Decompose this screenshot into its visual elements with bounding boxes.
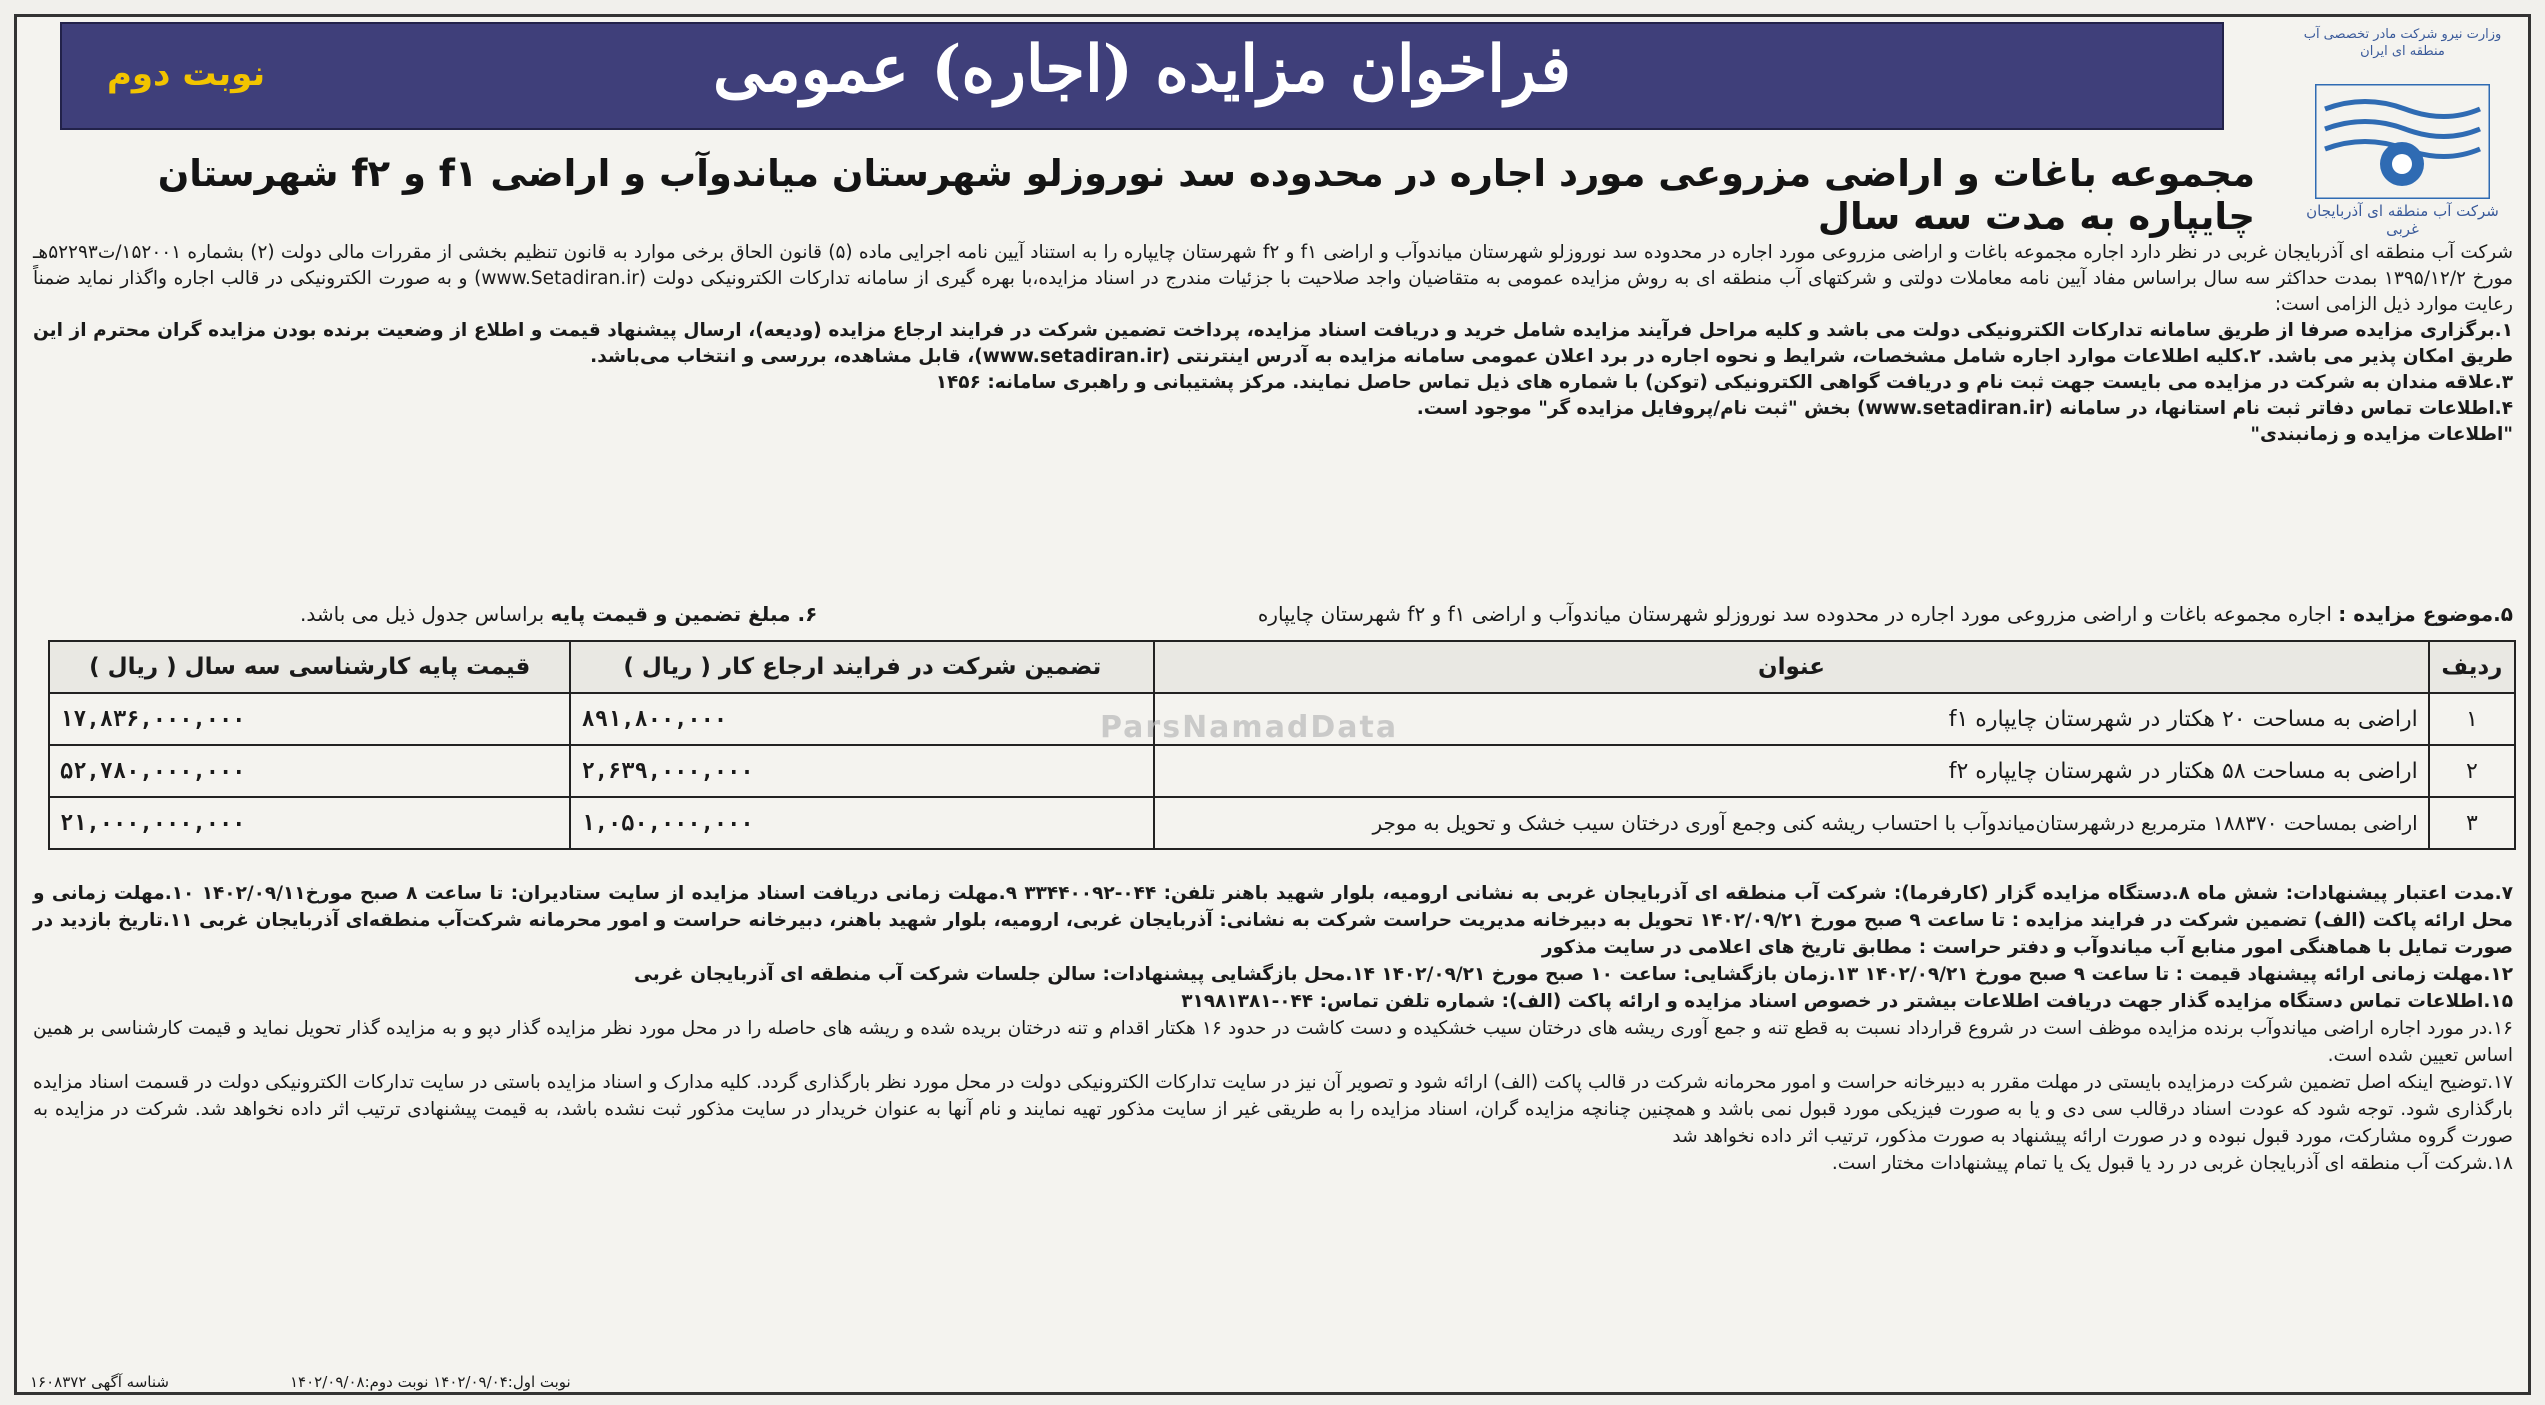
guarantee-text: براساس جدول ذیل می باشد. (300, 602, 545, 626)
item-4: ۴.اطلاعات تماس دفاتر ثبت نام استانها، در سامانه (www.setadiran.ir) بخش "ثبت نام/پروفایل مزایده گر" موجود است. (1416, 398, 2513, 419)
intro-text (33, 240, 2513, 448)
row-idx: ۲ (2429, 745, 2515, 797)
turn-badge: نوبت دوم (107, 54, 266, 94)
row-guarantee: ۱,۰۵۰,۰۰۰,۰۰۰ (570, 797, 1154, 849)
guarantee-line (300, 602, 817, 626)
header-title: عنوان (1154, 641, 2429, 693)
lots-table (48, 640, 2516, 850)
row-base-price: ۱۷,۸۳۶,۰۰۰,۰۰۰ (49, 693, 570, 745)
table-header-row (49, 641, 2515, 693)
conditions-text (33, 880, 2513, 1177)
row-title: اراضی به مساحت ۵۸ هکتار در شهرستان چایپاره f۲ (1154, 745, 2429, 797)
header-idx: ردیف (2429, 641, 2515, 693)
row-title: اراضی بمساحت ۱۸۸۳۷۰ مترمربع درشهرستان‌میاندوآب با احتساب ریشه کنی وجمع آوری درختان سیب خشک و تحویل به موجر (1154, 797, 2429, 849)
lots-table-wrap (48, 640, 2516, 850)
items-12-14: ۱۲.مهلت زمانی ارائه پیشنهاد قیمت : تا ساعت ۹ صبح مورخ ۱۴۰۲/۰۹/۲۱ ۱۳.زمان بازگشایی: ساعت ۱۰ صبح مورخ ۱۴۰۲/۰۹/۲۱ ۱۴.محل بازگشایی پیشنهادات: سالن جلسات شرکت آب منطقه ای آذربایجان غربی (634, 964, 2513, 985)
subject-line (1258, 602, 2513, 626)
row-idx: ۳ (2429, 797, 2515, 849)
advert-title: فراخوان مزایده (اجاره) عمومی (713, 32, 1571, 107)
logo-bottom-text: شرکت آب منطقه ای آذربایجان غربی (2306, 202, 2499, 238)
watermark: ParsNamadData (1100, 710, 1399, 745)
company-logo (2290, 26, 2515, 236)
item-1-2: ۱.برگزاری مزایده صرفا از طریق سامانه تدارکات الکترونیکی دولت می باشد و کلیه مراحل فرآیند مزایده شامل خرید و دریافت اسناد مزایده، پرداخت تضمین شرکت در فرایند ارجاع مزایده (ودیعه)، ارسال پیشنهاد قیمت و اطلاع از وضعیت برنده بودن مزایده گران محترم از این طریق امکان پذیر می باشد. ۲.کلیه اطلاعات موارد اجاره شامل مشخصات، شرایط و نحوه اجاره در برد اعلان عمومی سامانه مزایده به آدرس اینترنتی (www.setadiran.ir)، قابل مشاهده، بررسی و انتخاب می‌باشد. (33, 320, 2513, 367)
subject-label: ۵.موضوع مزایده : (2338, 602, 2513, 626)
row-idx: ۱ (2429, 693, 2515, 745)
row-guarantee: ۲,۶۳۹,۰۰۰,۰۰۰ (570, 745, 1154, 797)
water-logo-icon (2315, 84, 2490, 199)
header-base-price: قیمت پایه کارشناسی سه سال ( ریال ) (49, 641, 570, 693)
ad-id: شناسه آگهی ۱۶۰۸۳۷۲ (30, 1373, 169, 1391)
item-18: ۱۸.شرکت آب منطقه ای آذربایجان غربی در رد یا قبول یک یا تمام پیشنهادات مختار است. (1831, 1153, 2513, 1174)
schedule-heading: "اطلاعات مزایده و زمانبندی" (2250, 424, 2513, 445)
title-banner (60, 22, 2224, 130)
subject-text: اجاره مجموعه باغات و اراضی مزروعی مورد اجاره در محدوده سد نوروزلو شهرستان میاندوآب و اراضی f۱ و f۲ شهرستان چایپاره (1257, 602, 2332, 626)
items-7-11: ۷.مدت اعتبار پیشنهادات: شش ماه ۸.دستگاه مزایده گزار (کارفرما): شرکت آب منطقه ای آذربایجان غربی به نشانی ارومیه، بلوار شهید باهنر تلفن: ۰۴۴-۳۳۴۴۰۰۹۲ ۹.مهلت زمانی دریافت اسناد مزایده از سایت ستادیران: تا ساعت ۸ صبح مورخ۱۴۰۲/۰۹/۱۱ ۱۰.مهلت زمانی و محل ارائه پاکت (الف) تضمین شرکت در فرایند مزایده : تا ساعت ۹ صبح مورخ ۱۴۰۲/۰۹/۲۱ تحویل به دبیرخانه مدیریت حراست شرکت به نشانی: آذربایجان غربی، ارومیه، بلوار شهید باهنر، دبیرخانه حراست و امور محرمانه شرکت‌آب منطقه‌ای آذربایجان غربی ۱۱.تاریخ بازدید در صورت تمایل با هماهنگی امور منابع آب میاندوآب و دفتر حراست : مطابق تاریخ های اعلامی در سایت مذکور (33, 883, 2514, 958)
row-title: اراضی به مساحت ۲۰ هکتار در شهرستان چایپاره f۱ (1154, 693, 2429, 745)
row-base-price: ۵۲,۷۸۰,۰۰۰,۰۰۰ (49, 745, 570, 797)
advert-subtitle: مجموعه باغات و اراضی مزروعی مورد اجاره در محدوده سد نوروزلو شهرستان میاندوآب و اراضی f۱ و f۲ شهرستان چایپاره به مدت سه سال (157, 152, 2255, 238)
row-base-price: ۲۱,۰۰۰,۰۰۰,۰۰۰ (49, 797, 570, 849)
intro-paragraph: شرکت آب منطقه ای آذربایجان غربی در نظر دارد اجاره مجموعه باغات و اراضی مزروعی مورد اجاره در محدوده سد نوروزلو شهرستان میاندوآب و اراضی f۱ و f۲ شهرستان چایپاره را به استناد آیین نامه اجرایی ماده (۵) قانون الحاق برخی موارد به قانون تنظیم بخشی از مقررات مالی دولت (۲) بشماره ۱۵۲۰۰۱/ت۵۲۲۹۳هـ مورخ ۱۳۹۵/۱۲/۲ بمدت حداکثر سه سال براساس مفاد آیین نامه معاملات دولتی و شرکتهای آب منطقه ای به روش مزایده عمومی به متقاضیان واجد صلاحیت با جزئیات مندرج در اسناد مزایده،با بهره گیری از سامانه تدارکات الکترونیکی دولت (www.Setadiran.ir) و به صورت الکترونیکی در قالب اجاره واگذار نماید ضمناً رعایت موارد ذیل الزامی است: (33, 242, 2514, 315)
guarantee-label: ۶. مبلغ تضمین و قیمت پایه (550, 602, 818, 626)
item-17: ۱۷.توضیح اینکه اصل تضمین شرکت درمزایده بایستی در مهلت مقرر به دبیرخانه حراست و امور محرمانه شرکت در قالب پاکت (الف) ارائه شود و تصویر آن نیز در سایت تدارکات الکترونیکی دولت در محل مورد نظر بارگذاری گردد. کلیه مدارک و اسناد مزایده باستی در سایت تدارکات الکترونیکی دولت در قسمت اسناد مزایده بارگذاری شود. توجه شود که عودت اسناد درقالب سی دی و یا به صورت فیزیکی مورد قبول نمی باشد و همچنین چنانچه مزایده گران، اسناد مزایده را به طریقی غیر از سایت مذکور تهیه نمایند و نام آنها به عنوان خریدار در سایت مذکور ثبت نشده باشد، به قیمت پیشنهادی ترتیب اثر داده نخواهد شد. شرکت در مزایده به صورت گروه مشارکت، مورد قبول نبوده و در صورت ارائه پیشنهاد به صورت مذکور، ترتیب اثر داده نخواهد شد (33, 1072, 2513, 1147)
logo-top-text: وزارت نیرو شرکت مادر تخصصی آب منطقه ای ایران (2303, 27, 2502, 59)
item-15: ۱۵.اطلاعات تماس دستگاه مزایده گذار جهت دریافت اطلاعات بیشتر در خصوص اسناد مزایده و ارائه پاکت (الف): شماره تلفن تماس: ۰۴۴-۳۱۹۸۱۳۸۱ (1181, 991, 2513, 1012)
item-3: ۳.علاقه مندان به شرکت در مزایده می بایست جهت ثبت نام و دریافت گواهی الکترونیکی (توکن) با شماره های ذیل تماس حاصل نمایند. مرکز پشتیبانی و راهبری سامانه: ۱۴۵۶ (935, 372, 2513, 393)
row-guarantee: ۸۹۱,۸۰۰,۰۰۰ (570, 693, 1154, 745)
header-guarantee: تضمین شرکت در فرایند ارجاع کار ( ریال ) (570, 641, 1154, 693)
publish-dates: نوبت اول:۱۴۰۲/۰۹/۰۴ نوبت دوم:۱۴۰۲/۰۹/۰۸ (290, 1373, 571, 1391)
table-row (49, 745, 2515, 797)
item-16: ۱۶.در مورد اجاره اراضی میاندوآب برنده مزایده موظف است در شروع قرارداد نسبت به قطع تنه و جمع آوری ریشه های درختان سیب خشکیده و دست کاشت در حدود ۱۶ هکتار اقدام و تنه درختان بریده شده و ریشه های حاصله را در محل مورد نظر مزایده گذار دپو و به مزایده گذار تحویل نماید و قیمت کارشناسی بر همین اساس تعیین شده است. (33, 1018, 2513, 1066)
table-row (49, 797, 2515, 849)
